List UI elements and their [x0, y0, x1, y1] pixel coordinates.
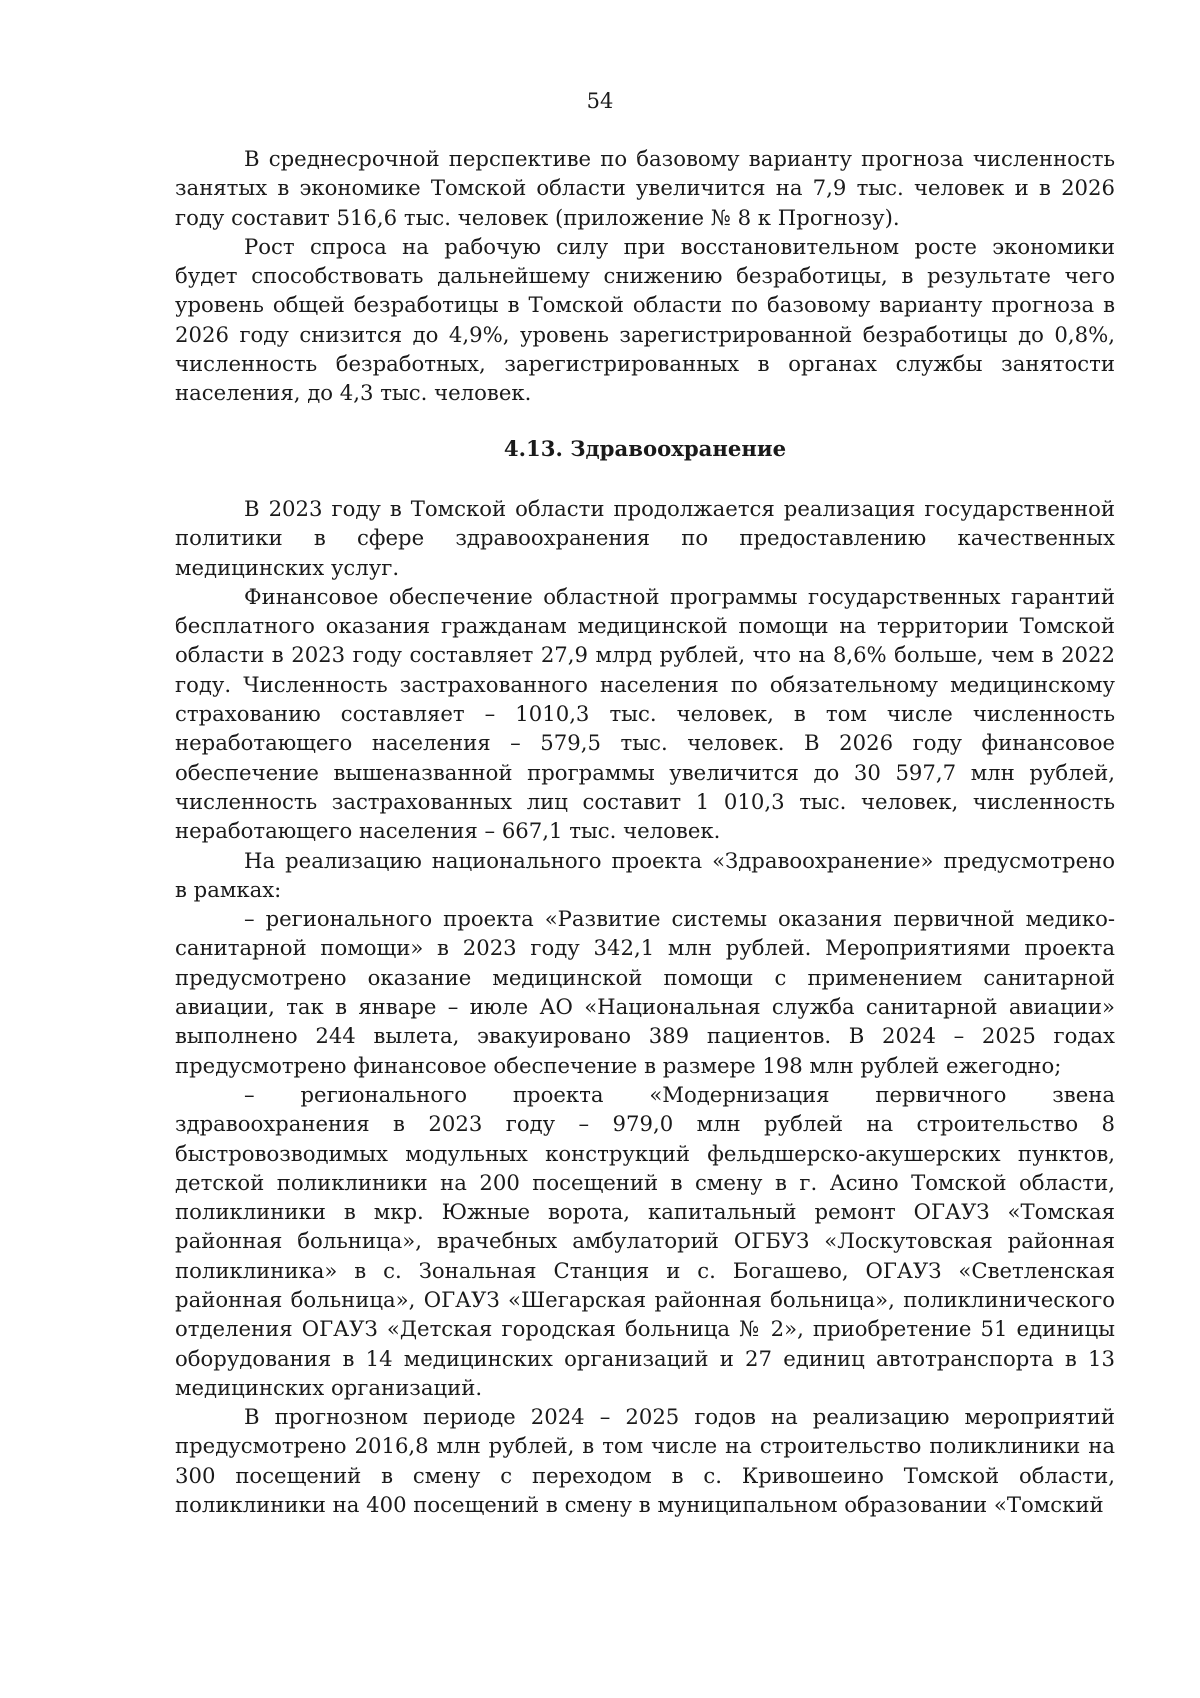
paragraph-healthcare-policy: В 2023 году в Томской области продолжается реализация государственной политики в сфере здравоохранения по предоставлению качественных медицинских услуг. — [175, 495, 1115, 580]
paragraph-forecast-period: В прогнозном периоде 2024 – 2025 годов на реализацию мероприятий предусмотрено 2016,8 млн рублей, в том числе на строительство поликлиники на 300 посещений в смену с переходом в с. Кривошеино Томской области, поликлиники на 400 посещений в смену в муниципальном образовании «Томский — [175, 1404, 1115, 1518]
page-number: 54 — [586, 89, 614, 113]
page-content — [175, 144, 1115, 1519]
paragraph-modernization-project: – регионального проекта «Модернизация первичного звена здравоохранения в 2023 году – 979,0 млн рублей на строительство 8 быстровозводимых модульных конструкций фельдшерско-акушерских пунктов, детской поликлиники на 200 посещений в смену в г. Асино Томской области, поликлиники в мкр. Южные ворота, капитальный ремонт ОГАУЗ «Томская районная больница», врачебных амбулаторий ОГБУЗ «Лоскутовская районная поликлиника» в с. Зональная Станция и с. Богашево, ОГАУЗ «Светленская районная больница», ОГАУЗ «Шегарская районная больница», поликлинического отделения ОГАУЗ «Детская городская больница № 2», приобретение 51 единицы оборудования в 14 медицинских организаций и 27 единиц автотранспорта в 13 медицинских организаций. — [175, 1081, 1115, 1400]
paragraph-primary-care-project: – регионального проекта «Развитие системы оказания первичной медико-санитарной помощи» в 2023 году 342,1 млн рублей. Мероприятиями проекта предусмотрено оказание медицинской помощи с применением санитарной авиации, так в январе – июле АО «Национальная служба санитарной авиации» выполнено 244 вылета, эвакуировано 389 пациентов. В 2024 – 2025 годах предусмотрено финансовое обеспечение в размере 198 млн рублей ежегодно; — [175, 906, 1115, 1078]
section-heading: 4.13. Здравоохранение — [503, 435, 787, 461]
paragraph-national-project: На реализацию национального проекта «Здравоохранение» предусмотрено в рамках: — [175, 847, 1115, 902]
paragraph-financial-support: Финансовое обеспечение областной программы государственных гарантий бесплатного оказания гражданам медицинской помощи на территории Томской области в 2023 году составляет 27,9 млрд рублей, что на 8,6% больше, чем в 2022 году. Численность застрахованного населения по обязательному медицинскому страхованию составляет – 1010,3 тыс. человек, в том числе численность неработающего населения – 579,5 тыс. человек. В 2026 году финансовое обеспечение вышеназванной программы увеличится до 30 597,7 млн рублей, численность застрахованных лиц составит 1 010,3 тыс. человек, численность неработающего населения – 667,1 тыс. человек. — [175, 583, 1115, 844]
paragraph-employment-forecast: В среднесрочной перспективе по базовому варианту прогноза численность занятых в экономике Томской области увеличится на 7,9 тыс. человек и в 2026 году составит 516,6 тыс. человек (приложение № 8 к Прогнозу). — [175, 146, 1115, 230]
paragraph-unemployment-forecast: Рост спроса на рабочую силу при восстановительном росте экономики будет способствовать дальнейшему снижению безработицы, в результате чего уровень общей безработицы в Томской области по базовому варианту прогноза в 2026 году снизится до 4,9%, уровень зарегистрированной безработицы до 0,8%, численность безработных, зарегистрированных в органах службы занятости населения, до 4,3 тыс. человек. — [175, 233, 1115, 406]
